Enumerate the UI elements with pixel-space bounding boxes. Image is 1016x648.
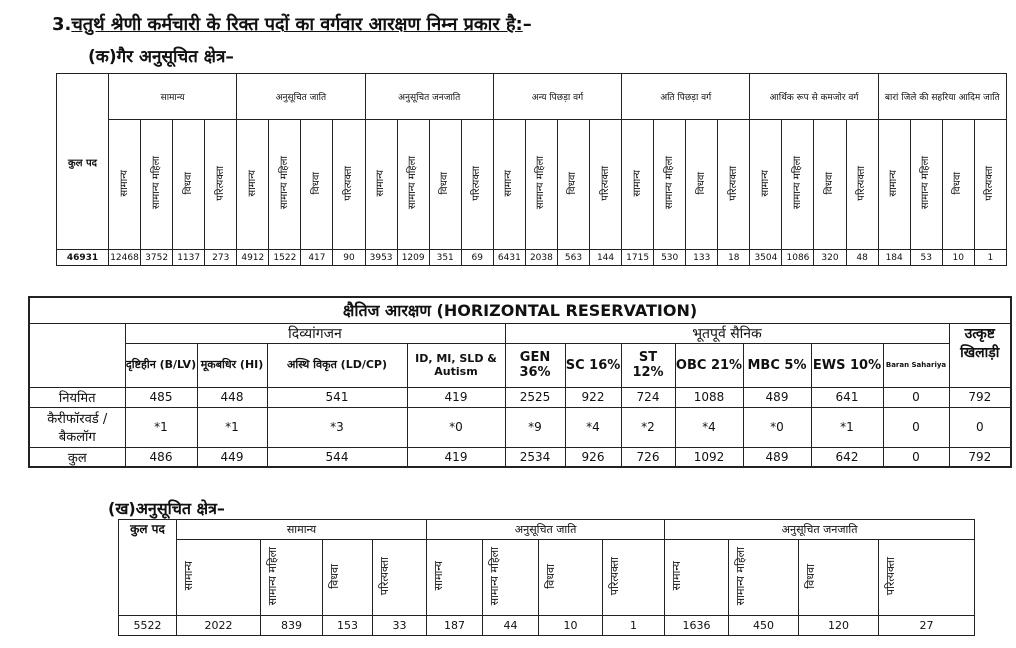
value-cell: *3: [267, 407, 407, 447]
subheader-label: सामान्य महिला: [791, 156, 803, 210]
subheader-label: सामान्य महिला: [407, 156, 419, 210]
subheader-label: परित्यक्ता: [378, 556, 391, 596]
subheader-label: विधवा: [182, 171, 194, 195]
value-cell: 1209: [397, 250, 429, 266]
category-header: आर्थिक रूप से कमजोर वर्ग: [750, 74, 878, 120]
value-cell: 792: [949, 387, 1011, 407]
value-cell: 0: [949, 407, 1011, 447]
subheader-label: सामान्य: [246, 169, 258, 197]
values-row: [57, 250, 1007, 266]
subheader-row: [119, 540, 975, 616]
subheader-label: सामान्य: [670, 561, 684, 591]
value-cell: 642: [811, 447, 883, 467]
col-header: ID, MI, SLD & Autism: [407, 343, 505, 387]
subheader-label: विधवा: [567, 171, 579, 195]
value-cell: 0: [883, 407, 949, 447]
value-cell: 0: [883, 387, 949, 407]
subheader-label: विधवा: [824, 171, 836, 195]
value-cell: 27: [879, 616, 975, 636]
col-header: अस्थि विकृत (LD/CP): [267, 343, 407, 387]
value-cell: 2022: [177, 616, 261, 636]
col-header: ST 12%: [621, 343, 675, 387]
category-header: सामान्य: [177, 520, 427, 540]
subheader-label: विधवा: [695, 171, 707, 195]
subheader-label: परित्यक्ता: [727, 165, 739, 201]
subheader-label: सामान्य: [118, 169, 130, 197]
subheader-label: परित्यक्ता: [856, 165, 868, 201]
value-cell: 133: [686, 250, 718, 266]
value-cell: 18: [718, 250, 750, 266]
value-cell: 544: [267, 447, 407, 467]
value-cell: 563: [557, 250, 589, 266]
value-cell: 3504: [750, 250, 782, 266]
subheader-label: विधवा: [952, 171, 964, 195]
value-cell: 1522: [269, 250, 301, 266]
value-cell: *0: [743, 407, 811, 447]
value-cell: 726: [621, 447, 675, 467]
horizontal-reservation-table: [28, 296, 1012, 468]
subheader-label: सामान्य: [503, 169, 515, 197]
value-cell: 3752: [141, 250, 173, 266]
subheader-row: [57, 120, 1007, 250]
total-posts-value: 46931: [57, 250, 109, 266]
value-cell: 922: [565, 387, 621, 407]
value-cell: 1: [603, 616, 665, 636]
table-row: [29, 407, 1011, 447]
section-a-title: (क)गैर अनुसूचित क्षेत्र–: [88, 47, 234, 67]
category-header: अन्य पिछड़ा वर्ग: [493, 74, 621, 120]
value-cell: 792: [949, 447, 1011, 467]
value-cell: *4: [565, 407, 621, 447]
value-cell: 351: [429, 250, 461, 266]
value-cell: 187: [427, 616, 483, 636]
category-header: अनुसूचित जनजाति: [365, 74, 493, 120]
value-cell: 1: [974, 250, 1006, 266]
subheader-label: सामान्य: [631, 169, 643, 197]
category-header: बारां जिले की सहरिया आदिम जाति: [878, 74, 1006, 120]
value-cell: 417: [301, 250, 333, 266]
value-cell: 4912: [237, 250, 269, 266]
value-cell: 541: [267, 387, 407, 407]
value-cell: 90: [333, 250, 365, 266]
value-cell: 419: [407, 387, 505, 407]
heading-number: 3.: [52, 14, 72, 35]
value-cell: 44: [483, 616, 539, 636]
value-cell: 450: [729, 616, 799, 636]
value-cell: *1: [811, 407, 883, 447]
subheader-label: विधवा: [310, 171, 322, 195]
value-cell: 184: [878, 250, 910, 266]
subheader-label: सामान्य महिला: [266, 546, 279, 606]
value-cell: 419: [407, 447, 505, 467]
subheader-label: परित्यक्ता: [608, 556, 622, 596]
value-cell: 320: [814, 250, 846, 266]
value-cell: 530: [654, 250, 686, 266]
value-cell: 3953: [365, 250, 397, 266]
subheader-label: परित्यक्ता: [984, 165, 996, 201]
horizontal-title: क्षैतिज आरक्षण (HORIZONTAL RESERVATION): [29, 297, 1011, 323]
subheader-label: सामान्य महिला: [488, 546, 502, 606]
values-row: [119, 616, 975, 636]
col-header: OBC 21%: [675, 343, 743, 387]
value-cell: 10: [942, 250, 974, 266]
subheader-label: सामान्य महिला: [734, 546, 748, 606]
value-cell: 153: [323, 616, 373, 636]
category-header: अति पिछड़ा वर्ग: [622, 74, 750, 120]
col-header: SC 16%: [565, 343, 621, 387]
value-cell: 273: [205, 250, 237, 266]
subheader-label: सामान्य: [759, 169, 771, 197]
heading-text: चतुर्थ श्रेणी कर्मचारी के रिक्त पदों का वर्गवार आरक्षण निम्न प्रकार है:: [71, 14, 523, 35]
value-cell: 449: [197, 447, 267, 467]
value-cell: 489: [743, 387, 811, 407]
col-header: दृष्टिहीन (B/LV): [125, 343, 197, 387]
category-header: अनुसूचित जनजाति: [665, 520, 975, 540]
subheader-label: सामान्य महिला: [278, 156, 290, 210]
subheader-label: सामान्य: [182, 561, 195, 591]
value-cell: 120: [799, 616, 879, 636]
table-row: [29, 447, 1011, 467]
value-cell: 1088: [675, 387, 743, 407]
value-cell: 724: [621, 387, 675, 407]
value-cell: 2038: [525, 250, 557, 266]
value-cell: 48: [846, 250, 878, 266]
subheader-label: परित्यक्ता: [599, 165, 611, 201]
ex-servicemen-header: भूतपूर्व सैनिक: [505, 323, 949, 343]
subheader-label: सामान्य: [375, 169, 387, 197]
row-label: कुल: [29, 447, 125, 467]
value-cell: 0: [883, 447, 949, 467]
subheader-label: विधवा: [439, 171, 451, 195]
value-cell: 33: [373, 616, 427, 636]
subheader-label: परित्यक्ता: [214, 165, 226, 201]
value-cell: 839: [261, 616, 323, 636]
value-cell: *1: [125, 407, 197, 447]
divyang-header: दिव्यांगजन: [125, 323, 505, 343]
value-cell: 1092: [675, 447, 743, 467]
value-cell: 1137: [173, 250, 205, 266]
section-b-title: (ख)अनुसूचित क्षेत्र–: [108, 499, 225, 518]
col-header: मूकबधिर (HI): [197, 343, 267, 387]
value-cell: 69: [461, 250, 493, 266]
value-cell: 144: [590, 250, 622, 266]
non-scheduled-table: [56, 73, 1007, 266]
value-cell: 1715: [622, 250, 654, 266]
value-cell: 53: [910, 250, 942, 266]
value-cell: 1636: [665, 616, 729, 636]
subheader-label: परित्यक्ता: [471, 165, 483, 201]
value-cell: 2525: [505, 387, 565, 407]
subheader-label: सामान्य: [432, 561, 446, 591]
col-header: Baran Sahariya: [883, 343, 949, 387]
subheader-label: परित्यक्ता: [884, 556, 898, 596]
subheader-label: विधवा: [328, 563, 341, 589]
value-cell: 2534: [505, 447, 565, 467]
subheader-label: विधवा: [544, 563, 558, 589]
scheduled-table: [118, 519, 975, 636]
total-posts-label: कुल पद: [57, 74, 109, 250]
row-label: नियमित: [29, 387, 125, 407]
subheader-label: विधवा: [804, 563, 818, 589]
col-header: EWS 10%: [811, 343, 883, 387]
value-cell: *2: [621, 407, 675, 447]
subheader-label: सामान्य महिला: [535, 156, 547, 210]
subheader-label: परित्यक्ता: [343, 165, 354, 201]
value-cell: 448: [197, 387, 267, 407]
value-cell: *9: [505, 407, 565, 447]
category-header: अनुसूचित जाति: [427, 520, 665, 540]
value-cell: 486: [125, 447, 197, 467]
value-cell: 1086: [782, 250, 814, 266]
table-row: [29, 387, 1011, 407]
sportsperson-header: उत्कृष्ट खिलाड़ी: [949, 323, 1011, 387]
col-header: GEN 36%: [505, 343, 565, 387]
main-heading: [52, 12, 532, 36]
category-header: सामान्य: [109, 74, 237, 120]
subheader-label: सामान्य महिला: [150, 156, 162, 210]
bottom-cropped-mark: [670, 636, 970, 648]
subheader-label: सामान्य महिला: [663, 156, 675, 210]
category-header: अनुसूचित जाति: [237, 74, 365, 120]
heading-dash: –: [522, 14, 532, 35]
value-cell: 489: [743, 447, 811, 467]
subheader-label: सामान्य महिला: [920, 156, 932, 210]
value-cell: *4: [675, 407, 743, 447]
scheduled-total-value: 5522: [119, 616, 177, 636]
col-header: MBC 5%: [743, 343, 811, 387]
value-cell: 485: [125, 387, 197, 407]
value-cell: *0: [407, 407, 505, 447]
subheader-label: सामान्य: [888, 169, 900, 197]
row-label: कैरीफॉरवर्ड / बैकलॉग: [29, 407, 125, 447]
scheduled-total-label: कुल पद: [119, 520, 177, 616]
value-cell: 10: [539, 616, 603, 636]
value-cell: 641: [811, 387, 883, 407]
value-cell: *1: [197, 407, 267, 447]
value-cell: 12468: [109, 250, 141, 266]
value-cell: 926: [565, 447, 621, 467]
value-cell: 6431: [493, 250, 525, 266]
